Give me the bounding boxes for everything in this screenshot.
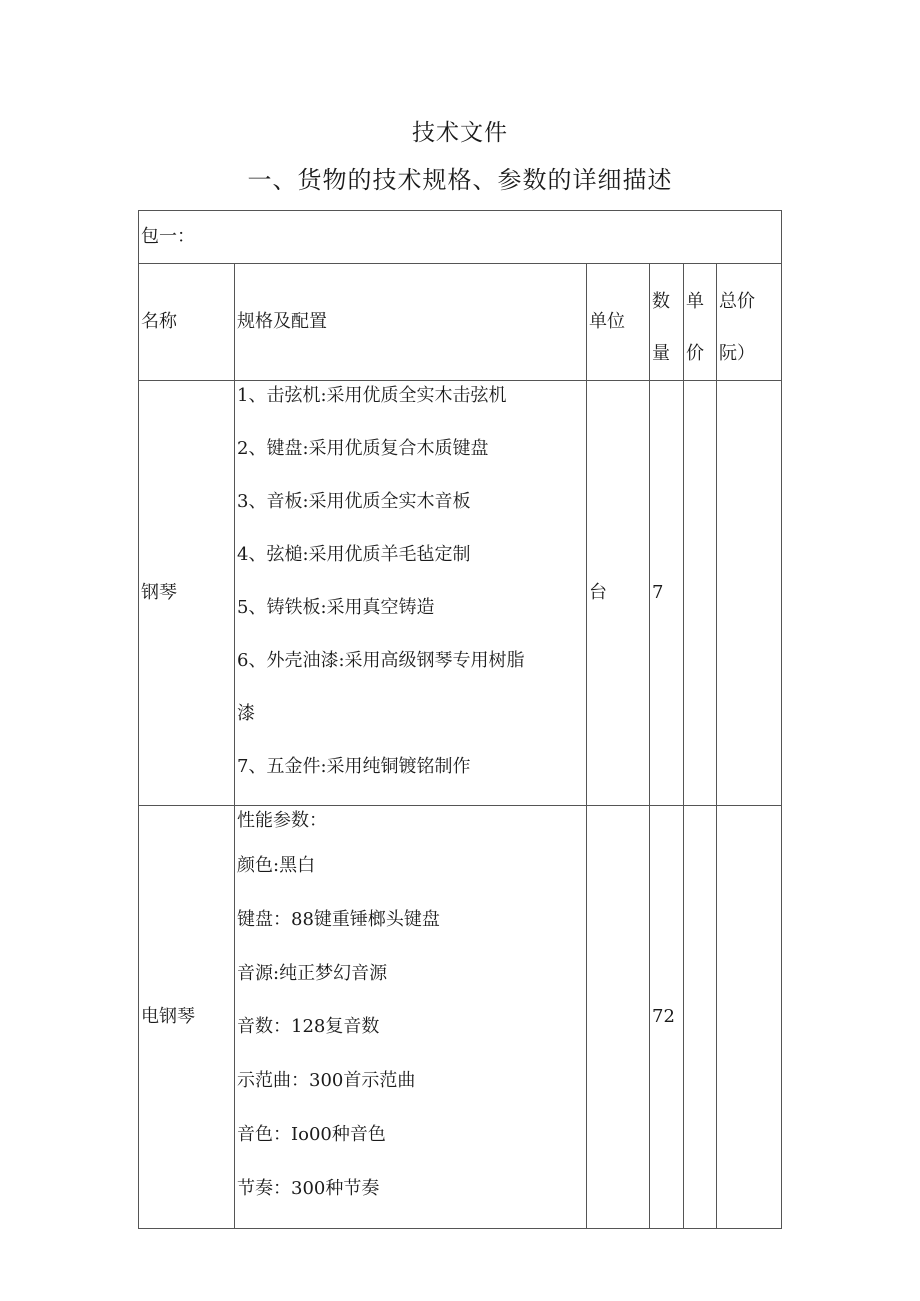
item-unit (587, 806, 650, 1229)
spec-line: 键盘：88键重锤榔头键盘 (237, 908, 440, 930)
document-title: 技术文件 (412, 120, 508, 146)
item-qty: 7 (650, 381, 684, 806)
spec-line: 1、击弦机:采用优质全实木击弦机 (237, 385, 507, 406)
header-name: 名称 (139, 264, 235, 381)
header-total-line: 总价 (719, 291, 755, 312)
header-row (139, 264, 782, 381)
header-unit: 单位 (587, 264, 650, 381)
item-total (717, 806, 782, 1229)
header-price (684, 264, 717, 381)
header-price-line: 价 (686, 343, 704, 364)
spec-line: 5、铸铁板:采用真空铸造 (237, 597, 435, 618)
spec-line: 音数：128复音数 (237, 1016, 380, 1038)
item-unit: 台 (587, 381, 650, 806)
header-qty (650, 264, 684, 381)
table-row (139, 806, 782, 1229)
header-price-line: 单 (686, 291, 704, 312)
document-subtitle: 一、货物的技术规格、参数的详细描述 (247, 166, 673, 194)
item-qty: 72 (650, 806, 684, 1229)
table-row (139, 381, 782, 806)
spec-line: 节奏：300种节奏 (237, 1177, 380, 1199)
spec-line: 2、键盘:采用优质复合木质键盘 (237, 438, 489, 459)
spec-line: 音色：Io00种音色 (237, 1123, 386, 1145)
item-spec (235, 806, 587, 1229)
spec-line: 示范曲：300首示范曲 (237, 1070, 416, 1092)
spec-line: 音源:纯正梦幻音源 (237, 962, 388, 984)
item-price (684, 381, 717, 806)
package-label: 包一： (139, 211, 782, 264)
header-qty-line: 数 (652, 291, 670, 312)
spec-line: 3、音板:采用优质全实木音板 (237, 491, 471, 512)
spec-line: 漆 (237, 703, 255, 724)
item-spec (235, 381, 587, 806)
header-qty-line: 量 (652, 343, 670, 364)
header-total-line: 阮） (719, 343, 755, 364)
header-spec: 规格及配置 (235, 264, 587, 381)
spec-line: 4、弦槌:采用优质羊毛毡定制 (237, 544, 471, 565)
item-name: 钢琴 (139, 381, 235, 806)
item-price (684, 806, 717, 1229)
header-total (717, 264, 782, 381)
spec-line: 7、五金件:采用纯铜镀铭制作 (237, 756, 471, 777)
spec-line: 性能参数： (237, 810, 327, 831)
spec-line: 颜色:黑白 (237, 855, 316, 876)
spec-line: 6、外壳油漆:采用高级钢琴专用树脂 (237, 650, 525, 671)
item-name: 电钢琴 (139, 806, 235, 1229)
package-row (139, 211, 782, 264)
item-total (717, 381, 782, 806)
spec-table (138, 210, 782, 1229)
